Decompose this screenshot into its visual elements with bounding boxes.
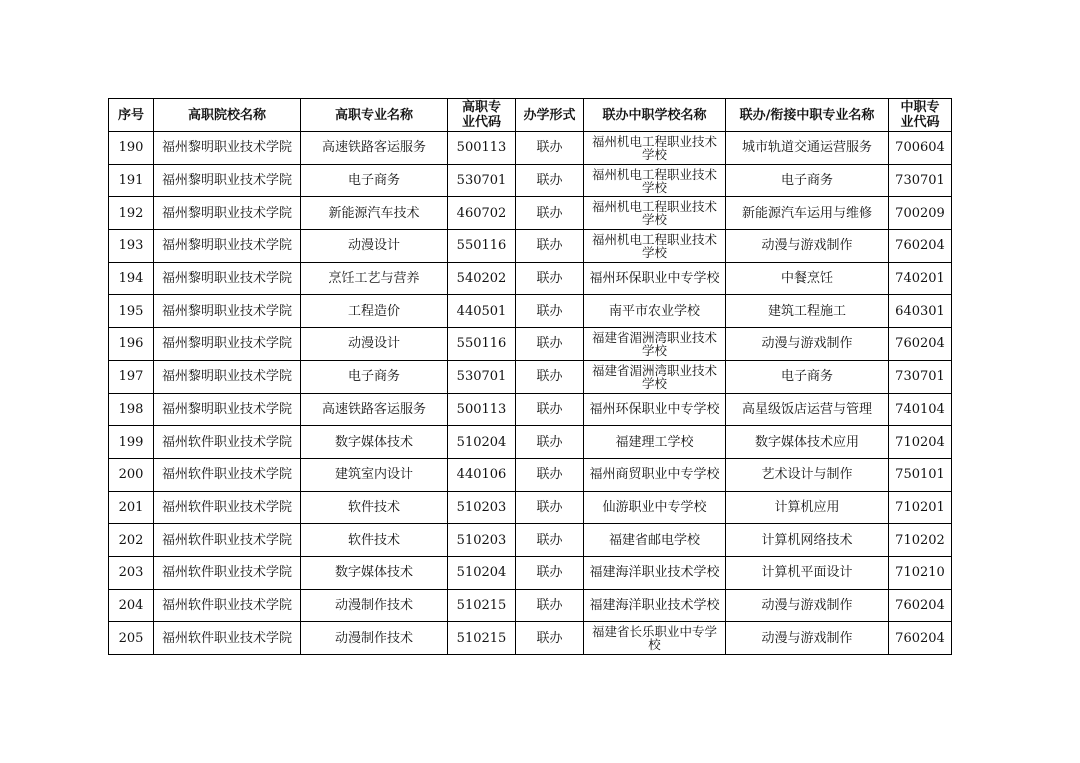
cell-index: 199 (109, 426, 154, 459)
cell-index: 204 (109, 589, 154, 622)
cell-major: 数字媒体技术 (301, 426, 448, 459)
cell-major-code: 500113 (448, 393, 516, 426)
cell-mode: 联办 (516, 491, 584, 524)
cell-index: 192 (109, 197, 154, 230)
cell-major: 烹饪工艺与营养 (301, 262, 448, 295)
cell-major: 电子商务 (301, 164, 448, 197)
cell-major-code: 540202 (448, 262, 516, 295)
cell-mode: 联办 (516, 622, 584, 655)
cell-college: 福州软件职业技术学院 (154, 524, 301, 557)
cell-mode: 联办 (516, 360, 584, 393)
header-major-code: 高职专 业代码 (448, 99, 516, 132)
cell-partner-code: 710210 (889, 556, 952, 589)
cell-major-code: 550116 (448, 328, 516, 361)
table-row (109, 262, 952, 295)
cell-index: 200 (109, 458, 154, 491)
cell-mode: 联办 (516, 197, 584, 230)
cell-major-code: 530701 (448, 360, 516, 393)
cell-major-code: 500113 (448, 132, 516, 165)
cell-college: 福州软件职业技术学院 (154, 556, 301, 589)
table-body (109, 132, 952, 655)
table-row (109, 295, 952, 328)
cell-partner-major: 动漫与游戏制作 (726, 622, 889, 655)
table-row (109, 426, 952, 459)
cell-partner-school: 福建省湄洲湾职业技术学校 (584, 360, 726, 393)
table-row (109, 458, 952, 491)
cell-mode: 联办 (516, 426, 584, 459)
cell-partner-code: 740104 (889, 393, 952, 426)
cell-index: 195 (109, 295, 154, 328)
cell-partner-major: 动漫与游戏制作 (726, 589, 889, 622)
table-row (109, 132, 952, 165)
cell-partner-school: 福州机电工程职业技术学校 (584, 230, 726, 263)
cell-partner-school: 福州环保职业中专学校 (584, 262, 726, 295)
cell-partner-code: 640301 (889, 295, 952, 328)
cell-mode: 联办 (516, 132, 584, 165)
cell-college: 福州软件职业技术学院 (154, 426, 301, 459)
cell-partner-major: 艺术设计与制作 (726, 458, 889, 491)
cell-major: 工程造价 (301, 295, 448, 328)
cell-major-code: 510215 (448, 622, 516, 655)
cell-partner-school: 福建省长乐职业中专学校 (584, 622, 726, 655)
cell-partner-code: 730701 (889, 164, 952, 197)
cell-partner-code: 740201 (889, 262, 952, 295)
cell-mode: 联办 (516, 556, 584, 589)
table-row (109, 393, 952, 426)
table-header-row (109, 99, 952, 132)
cell-partner-major: 建筑工程施工 (726, 295, 889, 328)
cell-major-code: 510204 (448, 426, 516, 459)
cell-index: 196 (109, 328, 154, 361)
cell-major: 动漫制作技术 (301, 589, 448, 622)
cell-college: 福州黎明职业技术学院 (154, 328, 301, 361)
cell-partner-code: 760204 (889, 230, 952, 263)
table-row (109, 360, 952, 393)
cell-index: 205 (109, 622, 154, 655)
cell-partner-code: 730701 (889, 360, 952, 393)
table-row (109, 197, 952, 230)
cell-partner-code: 700209 (889, 197, 952, 230)
cell-college: 福州黎明职业技术学院 (154, 197, 301, 230)
cell-college: 福州黎明职业技术学院 (154, 164, 301, 197)
cell-mode: 联办 (516, 524, 584, 557)
cell-major-code: 460702 (448, 197, 516, 230)
cell-partner-major: 计算机平面设计 (726, 556, 889, 589)
cell-partner-code: 760204 (889, 622, 952, 655)
cell-major: 电子商务 (301, 360, 448, 393)
cell-mode: 联办 (516, 589, 584, 622)
cell-major-code: 510215 (448, 589, 516, 622)
cell-index: 201 (109, 491, 154, 524)
cell-major-code: 440501 (448, 295, 516, 328)
cell-partner-school: 福建省湄洲湾职业技术学校 (584, 328, 726, 361)
cell-partner-major: 计算机应用 (726, 491, 889, 524)
cell-index: 202 (109, 524, 154, 557)
header-partner-school: 联办中职学校名称 (584, 99, 726, 132)
cell-major-code: 510204 (448, 556, 516, 589)
header-college-name: 高职院校名称 (154, 99, 301, 132)
cell-index: 203 (109, 556, 154, 589)
cell-partner-major: 动漫与游戏制作 (726, 230, 889, 263)
cell-partner-code: 710201 (889, 491, 952, 524)
cell-mode: 联办 (516, 393, 584, 426)
cell-index: 198 (109, 393, 154, 426)
cell-major-code: 440106 (448, 458, 516, 491)
header-partner-code: 中职专 业代码 (889, 99, 952, 132)
cell-major: 软件技术 (301, 491, 448, 524)
cell-college: 福州黎明职业技术学院 (154, 132, 301, 165)
cell-partner-code: 750101 (889, 458, 952, 491)
cell-college: 福州软件职业技术学院 (154, 622, 301, 655)
cell-partner-code: 760204 (889, 589, 952, 622)
header-partner-major: 联办/衔接中职专业名称 (726, 99, 889, 132)
cell-major-code: 550116 (448, 230, 516, 263)
cell-major: 高速铁路客运服务 (301, 393, 448, 426)
cell-mode: 联办 (516, 328, 584, 361)
cell-college: 福州软件职业技术学院 (154, 589, 301, 622)
cell-partner-code: 760204 (889, 328, 952, 361)
cell-index: 194 (109, 262, 154, 295)
cell-partner-school: 南平市农业学校 (584, 295, 726, 328)
cell-major: 动漫制作技术 (301, 622, 448, 655)
cell-college: 福州黎明职业技术学院 (154, 230, 301, 263)
cell-major: 数字媒体技术 (301, 556, 448, 589)
cell-major: 动漫设计 (301, 328, 448, 361)
cell-college: 福州黎明职业技术学院 (154, 295, 301, 328)
cell-partner-major: 动漫与游戏制作 (726, 328, 889, 361)
cell-major-code: 510203 (448, 491, 516, 524)
cell-partner-major: 电子商务 (726, 164, 889, 197)
cell-mode: 联办 (516, 295, 584, 328)
cell-partner-school: 福州机电工程职业技术学校 (584, 164, 726, 197)
cell-partner-school: 福建海洋职业技术学校 (584, 556, 726, 589)
cell-partner-major: 中餐烹饪 (726, 262, 889, 295)
header-index: 序号 (109, 99, 154, 132)
cell-mode: 联办 (516, 164, 584, 197)
cell-major-code: 510203 (448, 524, 516, 557)
cell-major: 高速铁路客运服务 (301, 132, 448, 165)
cell-mode: 联办 (516, 230, 584, 263)
cell-partner-code: 700604 (889, 132, 952, 165)
cell-mode: 联办 (516, 262, 584, 295)
table-row (109, 556, 952, 589)
enrollment-table (108, 98, 952, 655)
cell-partner-school: 福州环保职业中专学校 (584, 393, 726, 426)
header-major-name: 高职专业名称 (301, 99, 448, 132)
cell-partner-school: 福建省邮电学校 (584, 524, 726, 557)
cell-partner-school: 仙游职业中专学校 (584, 491, 726, 524)
cell-major-code: 530701 (448, 164, 516, 197)
cell-partner-school: 福建海洋职业技术学校 (584, 589, 726, 622)
cell-major: 建筑室内设计 (301, 458, 448, 491)
cell-partner-code: 710204 (889, 426, 952, 459)
table-row (109, 622, 952, 655)
cell-major: 新能源汽车技术 (301, 197, 448, 230)
cell-college: 福州黎明职业技术学院 (154, 262, 301, 295)
table-row (109, 524, 952, 557)
cell-partner-school: 福建理工学校 (584, 426, 726, 459)
cell-college: 福州软件职业技术学院 (154, 491, 301, 524)
table-row (109, 164, 952, 197)
cell-mode: 联办 (516, 458, 584, 491)
cell-partner-major: 计算机网络技术 (726, 524, 889, 557)
cell-index: 193 (109, 230, 154, 263)
cell-college: 福州软件职业技术学院 (154, 458, 301, 491)
cell-partner-school: 福州机电工程职业技术学校 (584, 132, 726, 165)
cell-college: 福州黎明职业技术学院 (154, 393, 301, 426)
cell-partner-major: 新能源汽车运用与维修 (726, 197, 889, 230)
cell-partner-major: 数字媒体技术应用 (726, 426, 889, 459)
table-row (109, 589, 952, 622)
cell-index: 197 (109, 360, 154, 393)
cell-partner-school: 福州商贸职业中专学校 (584, 458, 726, 491)
table-row (109, 491, 952, 524)
cell-major: 动漫设计 (301, 230, 448, 263)
cell-college: 福州黎明职业技术学院 (154, 360, 301, 393)
header-mode: 办学形式 (516, 99, 584, 132)
cell-index: 190 (109, 132, 154, 165)
cell-partner-code: 710202 (889, 524, 952, 557)
cell-partner-major: 城市轨道交通运营服务 (726, 132, 889, 165)
cell-partner-major: 高星级饭店运营与管理 (726, 393, 889, 426)
table-row (109, 328, 952, 361)
table-row (109, 230, 952, 263)
cell-partner-major: 电子商务 (726, 360, 889, 393)
cell-major: 软件技术 (301, 524, 448, 557)
cell-partner-school: 福州机电工程职业技术学校 (584, 197, 726, 230)
cell-index: 191 (109, 164, 154, 197)
